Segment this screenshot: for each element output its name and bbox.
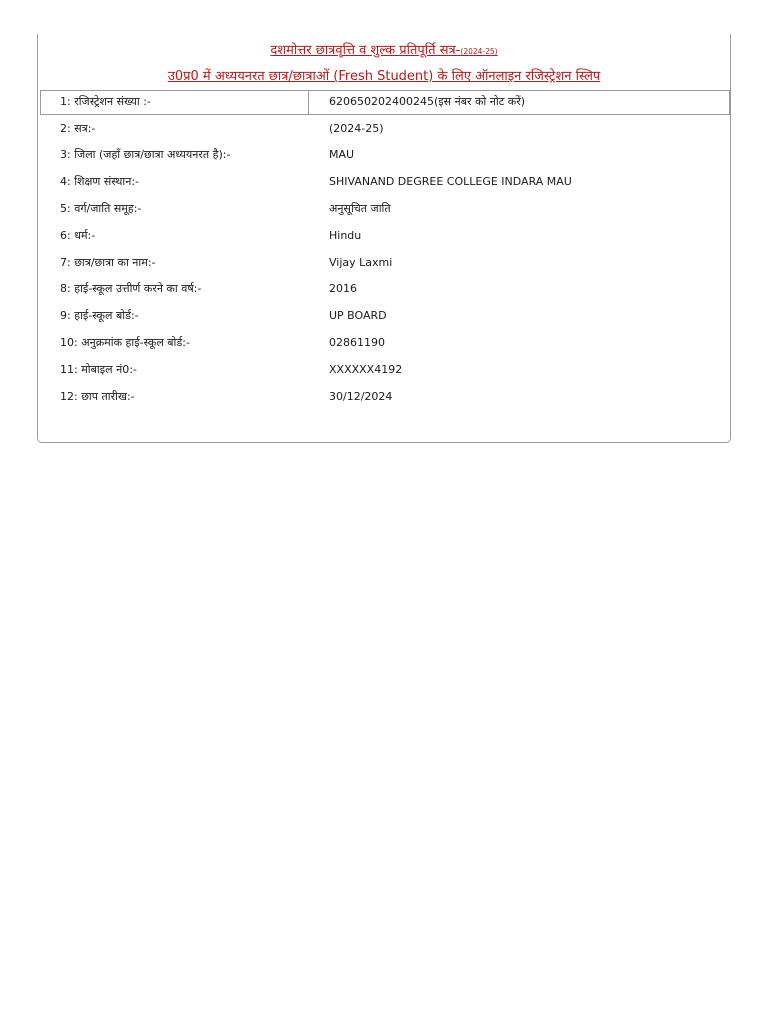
field-value: Hindu bbox=[329, 229, 362, 242]
field-label: 8: हाई-स्कूल उत्तीर्ण करने का वर्ष:- bbox=[60, 282, 202, 295]
field-row-highschool-board bbox=[38, 305, 732, 327]
field-label: 7: छात्र/छात्रा का नाम:- bbox=[60, 256, 156, 269]
field-value: 02861190 bbox=[329, 336, 385, 349]
field-row-caste-category bbox=[38, 198, 732, 220]
field-label: 5: वर्ग/जाति समूह:- bbox=[60, 202, 142, 215]
field-label: 4: शिक्षण संस्थान:- bbox=[60, 175, 140, 188]
slip-title bbox=[38, 42, 730, 61]
field-row-registration-number bbox=[38, 91, 732, 113]
field-label: 3: जिला (जहाँ छात्र/छात्रा अध्ययनरत है):- bbox=[60, 148, 231, 161]
field-row-print-date bbox=[38, 386, 732, 408]
slip-title-main: दशमोत्तर छात्रवृत्ति व शुल्क प्रतिपूर्ति सत्र- bbox=[270, 43, 461, 58]
field-row-student-name bbox=[38, 252, 732, 274]
field-label: 11: मोबाइल नं0:- bbox=[60, 363, 137, 376]
field-row-mobile bbox=[38, 359, 732, 381]
field-label: 1: रजिस्ट्रेशन संख्या :- bbox=[60, 95, 151, 108]
slip-title-session: (2024-25) bbox=[460, 47, 498, 56]
field-value: 620650202400245(इस नंबर को नोट करें) bbox=[329, 95, 526, 108]
field-value: Vijay Laxmi bbox=[329, 256, 393, 269]
field-label: 2: सत्र:- bbox=[60, 122, 96, 135]
field-label: 6: धर्म:- bbox=[60, 229, 96, 242]
field-value: अनुसूचित जाति bbox=[329, 202, 391, 215]
field-value: 30/12/2024 bbox=[329, 390, 393, 403]
field-value: 2016 bbox=[329, 282, 357, 295]
field-row-roll-number bbox=[38, 332, 732, 354]
field-value: UP BOARD bbox=[329, 309, 387, 322]
field-value: SHIVANAND DEGREE COLLEGE INDARA MAU bbox=[329, 175, 572, 188]
field-row-session bbox=[38, 118, 732, 140]
field-row-highschool-year bbox=[38, 278, 732, 300]
field-value: (2024-25) bbox=[329, 122, 384, 135]
field-row-religion bbox=[38, 225, 732, 247]
slip-subtitle: उ0प्र0 में अध्ययनरत छात्र/छात्राओं (Fresh Student) के लिए ऑनलाइन रजिस्ट्रेशन स्लिप bbox=[167, 69, 601, 84]
field-value: MAU bbox=[329, 148, 355, 161]
field-row-district bbox=[38, 144, 732, 166]
field-label: 12: छाप तारीख:- bbox=[60, 390, 135, 403]
field-value: XXXXXX4192 bbox=[329, 363, 403, 376]
field-row-institution bbox=[38, 171, 732, 193]
field-label: 9: हाई-स्कूल बोर्ड:- bbox=[60, 309, 139, 322]
registration-slip bbox=[37, 34, 731, 443]
field-label: 10: अनुक्रमांक हाई-स्कूल बोर्ड:- bbox=[60, 336, 190, 349]
